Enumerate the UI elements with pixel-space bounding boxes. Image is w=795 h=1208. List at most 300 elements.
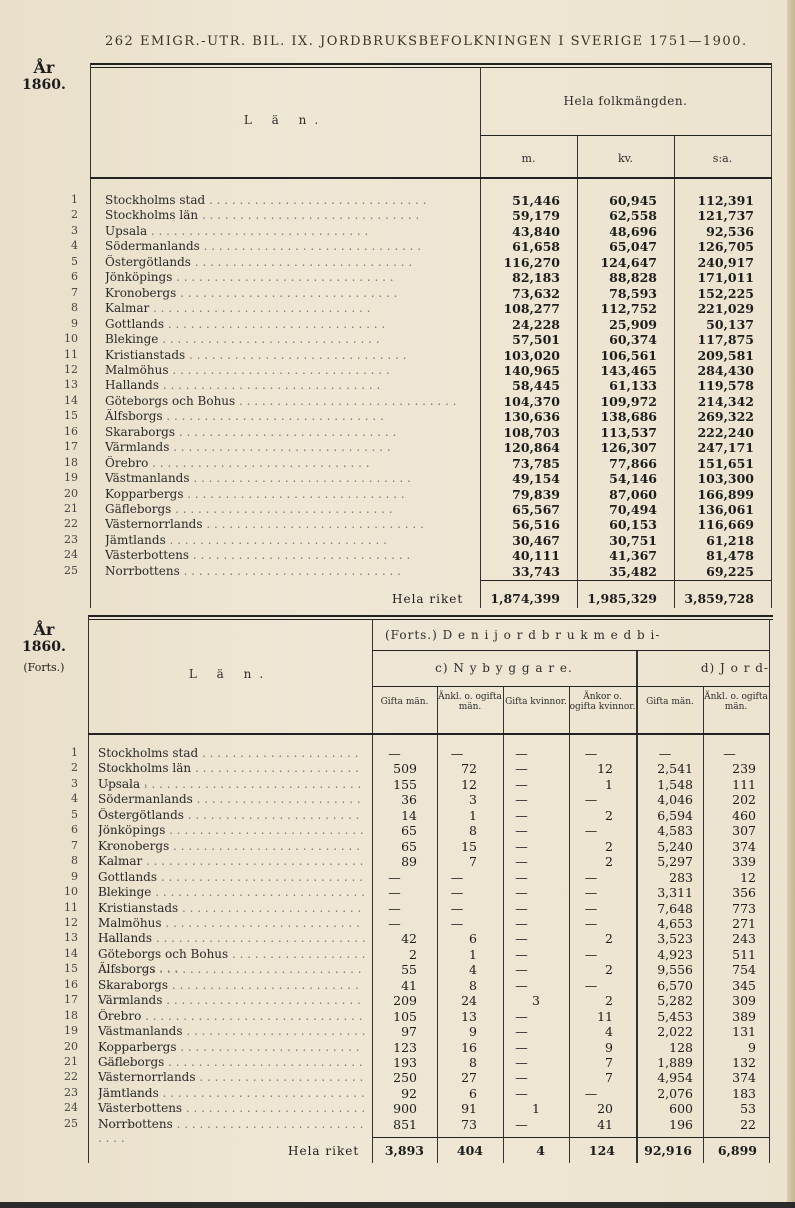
lan-name: Göteborgs och Bohus . . . <box>105 394 475 408</box>
table2-cell-4: — <box>584 900 598 916</box>
table1-col-sa: s:a. <box>712 152 733 165</box>
value-kv: 112,752 <box>600 301 657 317</box>
table2-cell-4: 2 <box>605 993 613 1009</box>
value-kv: 124,647 <box>600 254 657 270</box>
table2-cell-5: 4,954 <box>657 1070 693 1086</box>
table2-cell-4: 12 <box>597 761 613 777</box>
table2-sub-c: c) N y b y g g a r e. <box>435 661 573 675</box>
table2-cell-6: 356 <box>732 885 756 901</box>
value-m: 58,445 <box>512 378 560 394</box>
table2-cell-4: — <box>584 915 598 931</box>
table2-cell-2: 73 <box>461 1116 477 1132</box>
value-kv: 35,482 <box>609 563 657 579</box>
table2-cell-5: 2,076 <box>657 1085 693 1101</box>
table2-cell-4: 9 <box>605 1039 613 1055</box>
table2-cell-5: 1,889 <box>657 1055 693 1070</box>
table2-cell-5: 6,570 <box>657 977 693 993</box>
table2-cell-4: 4 <box>605 1024 613 1040</box>
table2-cell-3: — <box>515 946 528 962</box>
value-kv: 54,146 <box>609 471 657 487</box>
table2-cell-5: 4,923 <box>657 946 693 962</box>
value-m: 103,020 <box>503 347 560 363</box>
page-spine-edge <box>787 0 795 1208</box>
value-sa: 166,899 <box>697 486 754 502</box>
row-number: 13 <box>64 378 78 392</box>
table1-top-rule-thin <box>90 67 772 68</box>
value-m: 130,636 <box>503 409 560 425</box>
row-number: 2 <box>71 761 78 775</box>
lan-name: Skaraborgs . . . <box>98 978 366 1006</box>
table2-cell-1: 2 <box>409 946 417 962</box>
table2-cell-2: 4 <box>469 962 477 978</box>
table2-cell-6: 53 <box>740 1101 756 1117</box>
table2-col-3: Gifta kvinnor. <box>505 697 567 707</box>
row-number: 21 <box>64 502 78 515</box>
table2-sub-rule <box>372 686 769 687</box>
table2-cell-1: 97 <box>401 1024 417 1040</box>
value-m: 40,111 <box>512 548 560 564</box>
row-number: 24 <box>64 548 78 562</box>
row-number: 14 <box>64 946 78 960</box>
row-number: 17 <box>64 993 78 1007</box>
value-m: 82,183 <box>512 270 560 286</box>
table2-total-2: 404 <box>456 1143 483 1158</box>
value-sa: 81,478 <box>706 548 754 564</box>
row-number: 11 <box>64 900 78 914</box>
table2-cell-5: 2,541 <box>657 761 693 777</box>
table2-lan-header: L ä n. <box>188 667 272 681</box>
value-sa: 151,651 <box>697 455 754 471</box>
table2-cell-3: — <box>515 962 528 978</box>
table2-cell-2: 1 <box>469 946 477 962</box>
value-m: 59,179 <box>512 208 560 224</box>
value-m: 73,632 <box>512 285 560 301</box>
lan-name: Blekinge . . . <box>105 332 475 346</box>
value-m: 61,658 <box>512 239 560 255</box>
table2-header-rule <box>88 733 769 735</box>
lan-name: Jönköpings . . . <box>105 270 475 284</box>
table2-cell-1: 193 <box>393 1055 417 1070</box>
table2-cell-2: 15 <box>461 838 477 854</box>
table2-cell-5: 3,311 <box>657 885 693 901</box>
table2-cell-1: 209 <box>393 993 417 1009</box>
row-number: 1 <box>71 193 78 206</box>
table2-cell-1: 509 <box>393 761 417 777</box>
value-kv: 106,561 <box>600 347 657 363</box>
lan-name: Upsala . . . <box>105 224 475 238</box>
table2-cell-1: — <box>388 885 401 901</box>
lan-name: Jämtlands . . . <box>105 533 475 547</box>
table2-cell-2: 24 <box>461 993 477 1009</box>
table2-cell-6: 374 <box>732 1070 756 1086</box>
lan-name: Upsala . . . <box>98 777 366 791</box>
value-sa: 50,137 <box>706 316 754 332</box>
lan-name: Västernorrlands . . . <box>98 1070 366 1098</box>
table1-side-label <box>22 58 66 93</box>
table2-cell-1: 900 <box>393 1101 417 1117</box>
table2-cell-5: 9,556 <box>657 962 693 978</box>
row-number: 21 <box>64 1055 78 1068</box>
row-number: 15 <box>64 962 78 976</box>
row-number: 24 <box>64 1101 78 1115</box>
table2-cell-3: — <box>515 1024 528 1040</box>
row-number: 10 <box>64 332 78 346</box>
value-kv: 143,465 <box>600 362 657 378</box>
value-kv: 70,494 <box>609 502 657 517</box>
row-number: 25 <box>64 1116 78 1130</box>
table2-cell-5: 5,282 <box>657 993 693 1009</box>
table1-header-rule <box>90 177 772 179</box>
table2-cell-5: 5,297 <box>657 854 693 870</box>
value-m: 79,839 <box>512 486 560 502</box>
lan-name: Kristianstads . . . <box>98 901 366 929</box>
table2-cell-2: 27 <box>461 1070 477 1086</box>
table2-cell-1: 105 <box>393 1008 417 1024</box>
table2-cell-4: — <box>584 792 598 808</box>
value-kv: 77,866 <box>609 455 657 471</box>
table2-total-label: Hela riket <box>288 1144 360 1158</box>
lan-name: Stockholms län . . . <box>105 208 475 222</box>
table1-total-m: 1,874,399 <box>490 591 560 606</box>
table2-cell-3: — <box>515 807 528 823</box>
lan-name: Skaraborgs . . . <box>105 425 475 439</box>
value-sa: 152,225 <box>697 285 754 301</box>
table2-cell-1: — <box>388 900 401 916</box>
table2-cell-2: 6 <box>469 931 477 947</box>
value-kv: 113,537 <box>600 424 657 440</box>
table1-top-rule <box>90 63 772 65</box>
value-sa: 116,669 <box>697 517 754 533</box>
table2-cell-3: — <box>515 900 528 916</box>
lan-name: Blekinge . . . <box>98 885 366 913</box>
lan-name: Malmöhus . . . <box>105 363 475 377</box>
table2-cell-4: 2 <box>605 838 613 854</box>
table2-cell-4: 20 <box>597 1101 613 1117</box>
value-m: 108,703 <box>503 424 560 440</box>
table2-cell-5: 2,022 <box>657 1024 693 1040</box>
table2-cell-1: 42 <box>401 931 417 947</box>
table2-cell-2: 8 <box>469 823 477 839</box>
lan-name: Östergötlands . . . <box>98 808 366 836</box>
row-number: 19 <box>64 471 78 485</box>
table1-group-header: Hela folkmängden. <box>563 94 688 108</box>
table2-cell-5: 283 <box>669 869 693 885</box>
value-m: 30,467 <box>512 532 560 548</box>
table1-lan-header: L ä n. <box>243 113 327 127</box>
table2-cell-6: 339 <box>732 854 756 870</box>
table2-cell-2: 91 <box>461 1101 477 1117</box>
table2-cell-5: 600 <box>669 1101 693 1117</box>
row-number: 13 <box>64 931 78 945</box>
table2-sub-d: d) J o r d- <box>700 661 769 675</box>
lan-name: Gäfleborgs . . . <box>98 1055 366 1083</box>
row-number: 20 <box>64 1039 78 1053</box>
value-kv: 25,909 <box>609 316 657 332</box>
value-m: 104,370 <box>503 393 560 409</box>
value-m: 73,785 <box>512 455 560 471</box>
table1-subheader-rule <box>480 135 771 136</box>
table2-cell-3: — <box>515 1116 528 1132</box>
table2-cell-2: 13 <box>461 1008 477 1024</box>
table2-cell-5: 128 <box>669 1039 693 1055</box>
row-number: 18 <box>64 1008 78 1022</box>
lan-name: Göteborgs och Bohus . . . <box>98 947 366 975</box>
table2-cell-4: — <box>584 946 598 962</box>
table2-cell-3: — <box>515 1055 528 1070</box>
value-m: 140,965 <box>503 362 560 378</box>
value-sa: 126,705 <box>697 239 754 255</box>
lan-name: Södermanlands . . . <box>98 792 366 820</box>
lan-name: Östergötlands . . . <box>105 255 475 269</box>
row-number: 20 <box>64 486 78 500</box>
table2-cell-2: 7 <box>469 854 477 870</box>
row-number: 18 <box>64 455 78 469</box>
value-kv: 41,367 <box>609 548 657 564</box>
table2-cell-1: 92 <box>401 1085 417 1101</box>
forts-label: (Forts.) <box>23 661 65 674</box>
table2-cell-3: — <box>515 854 528 870</box>
table2-col-5: Gifta män. <box>646 697 694 707</box>
table2-cell-1: — <box>388 869 401 885</box>
table2-cell-3: — <box>515 746 528 761</box>
value-m: 33,743 <box>512 563 560 579</box>
table1-left-border <box>90 63 91 608</box>
value-sa: 171,011 <box>697 270 754 286</box>
table2-cell-5: 1,548 <box>657 776 693 792</box>
row-number: 12 <box>64 915 78 929</box>
lan-name: Malmöhus . . . <box>98 916 366 944</box>
ar-label-2: År <box>33 620 55 639</box>
row-number: 7 <box>71 838 78 852</box>
value-m: 108,277 <box>503 301 560 317</box>
value-sa: 222,240 <box>697 424 754 440</box>
table2-side-label <box>22 620 66 674</box>
table2-cell-3: — <box>515 977 528 993</box>
table2-cell-2: 9 <box>469 1024 477 1040</box>
table2-cell-1: — <box>388 746 401 761</box>
table2-cell-5: 4,046 <box>657 792 693 808</box>
row-number: 11 <box>64 347 78 361</box>
lan-name: Norrbottens . . . <box>105 564 475 578</box>
table2-top-rule <box>88 615 773 617</box>
lan-name: Jönköpings . . . <box>98 823 366 851</box>
row-number: 5 <box>71 807 78 821</box>
table2-group-rule <box>372 650 769 651</box>
table2-cell-3: — <box>515 823 528 839</box>
table2-cell-3: — <box>515 1070 528 1086</box>
running-title: 262 EMIGR.-UTR. BIL. IX. JORDBRUKSBEFOLKNINGEN I SVERIGE 1751—1900. <box>105 34 748 49</box>
lan-name: Kristianstads . . . <box>105 348 475 362</box>
row-number: 10 <box>64 885 78 899</box>
table2-cell-5: 7,648 <box>657 900 693 916</box>
row-number: 16 <box>64 977 78 991</box>
row-number: 15 <box>64 409 78 423</box>
lan-name: Stockholms stad . . . <box>98 746 366 774</box>
table2-cell-1: 55 <box>401 962 417 978</box>
table2-cell-3: — <box>515 931 528 947</box>
lan-name: Kronobergs . . . <box>105 286 475 300</box>
value-kv: 62,558 <box>609 208 657 224</box>
value-sa: 61,218 <box>706 532 754 548</box>
lan-name: Hallands . . . <box>105 378 475 392</box>
row-number: 7 <box>71 285 78 299</box>
table2-col-6: Änkl. o. ogifta män. <box>704 692 768 712</box>
table2-cell-6: 243 <box>732 931 756 947</box>
lan-name: Kopparbergs . . . <box>98 1040 366 1068</box>
table2-cell-6: 271 <box>732 915 756 931</box>
table2-cell-1: 14 <box>401 807 417 823</box>
row-number: 23 <box>64 532 78 546</box>
lan-name: Gottlands . . . <box>105 317 475 331</box>
table2-cell-4: 7 <box>605 1055 613 1070</box>
table2-group-header: (Forts.) D e n i j o r d b r u k m e d b i- <box>385 628 661 642</box>
table2-cell-2: 12 <box>461 776 477 792</box>
lan-name: Västernorrlands . . . <box>105 517 475 531</box>
table2-cell-4: — <box>584 823 598 839</box>
table2-total-1: 3,893 <box>384 1143 424 1158</box>
lan-name: Västmanlands . . . <box>98 1024 366 1052</box>
value-m: 49,154 <box>512 471 560 487</box>
table1-col-kv: kv. <box>617 152 634 165</box>
table2-cell-6: 22 <box>740 1116 756 1132</box>
value-sa: 92,536 <box>706 223 754 239</box>
value-sa: 284,430 <box>697 362 754 378</box>
value-sa: 240,917 <box>697 254 754 270</box>
table2-cell-4: 7 <box>605 1070 613 1086</box>
value-kv: 126,307 <box>600 440 657 456</box>
lan-name: Norrbottens . . . <box>98 1117 366 1145</box>
table2-top-rule-thin <box>88 619 773 620</box>
table2-cell-3: — <box>515 761 528 777</box>
table2-cell-4: 2 <box>605 807 613 823</box>
table2-cell-6: 131 <box>732 1024 756 1040</box>
value-sa: 69,225 <box>706 563 754 579</box>
table2-cell-6: 773 <box>732 900 756 916</box>
table2-cell-4: 2 <box>605 931 613 947</box>
value-kv: 60,945 <box>609 193 657 208</box>
table2-cell-3: 1 <box>532 1101 540 1117</box>
table2-cell-5: 4,653 <box>657 915 693 931</box>
value-kv: 60,153 <box>609 517 657 533</box>
table1-col-m: m. <box>521 152 536 165</box>
table2-cell-6: 307 <box>732 823 756 839</box>
table2-cell-5: 5,240 <box>657 838 693 854</box>
value-kv: 60,374 <box>609 332 657 348</box>
value-m: 24,228 <box>512 316 560 332</box>
row-number: 19 <box>64 1024 78 1038</box>
lan-name: Gottlands . . . <box>98 870 366 898</box>
table2-cell-1: 65 <box>401 838 417 854</box>
row-number: 2 <box>71 208 78 222</box>
value-kv: 78,593 <box>609 285 657 301</box>
table2-cell-5: — <box>658 746 672 761</box>
table2-cell-3: — <box>515 1008 528 1024</box>
table2-cell-3: — <box>515 915 528 931</box>
table2-cell-6: 460 <box>732 807 756 823</box>
table2-cell-2: 72 <box>461 761 477 777</box>
lan-name: Örebro . . . <box>105 456 475 470</box>
row-number: 3 <box>71 776 78 790</box>
table2-cell-1: 155 <box>393 776 417 792</box>
table2-cell-6: 202 <box>732 792 756 808</box>
value-sa: 112,391 <box>697 193 754 208</box>
table2-cell-4: 2 <box>605 962 613 978</box>
lan-name: Stockholms län . . . <box>98 761 366 789</box>
value-kv: 88,828 <box>609 270 657 286</box>
table2-cell-4: — <box>584 977 598 993</box>
table1-total-sa: 3,859,728 <box>684 591 754 606</box>
table2-cell-3: 3 <box>532 993 540 1009</box>
table2-cell-3: — <box>515 1039 528 1055</box>
table2-cell-2: 16 <box>461 1039 477 1055</box>
value-sa: 209,581 <box>697 347 754 363</box>
value-sa: 136,061 <box>697 502 754 517</box>
row-number: 6 <box>71 823 78 837</box>
row-number: 17 <box>64 440 78 454</box>
row-number: 4 <box>71 792 78 806</box>
table2-cell-6: 12 <box>740 869 756 885</box>
value-m: 56,516 <box>512 517 560 533</box>
table2-cell-6: — <box>723 746 736 761</box>
table2-cell-6: 374 <box>732 838 756 854</box>
table2-cell-5: 4,583 <box>657 823 693 839</box>
value-kv: 61,133 <box>609 378 657 394</box>
table2-cell-1: 123 <box>393 1039 417 1055</box>
lan-name: Södermanlands . . . <box>105 239 475 253</box>
row-number: 6 <box>71 270 78 284</box>
table1-total-label: Hela riket <box>392 592 464 606</box>
table2-col-2: Änkl. o. ogifta män. <box>438 692 502 712</box>
table2-cell-4: 11 <box>597 1008 613 1024</box>
table2-cell-1: 250 <box>393 1070 417 1086</box>
table2-cell-4: — <box>584 1085 598 1101</box>
table2-cell-2: 3 <box>469 792 477 808</box>
row-number: 16 <box>64 424 78 438</box>
table2-cell-2: 1 <box>469 807 477 823</box>
table2-cell-1: 41 <box>401 977 417 993</box>
row-number: 5 <box>71 254 78 268</box>
row-number: 3 <box>71 223 78 237</box>
row-number: 14 <box>64 393 78 407</box>
table2-cell-2: — <box>450 900 464 916</box>
table2-cell-6: 754 <box>732 962 756 978</box>
table2-total-rule <box>372 1137 769 1138</box>
value-m: 120,864 <box>503 440 560 456</box>
value-sa: 221,029 <box>697 301 754 317</box>
lan-name: Älfsborgs . . . <box>105 409 475 423</box>
table2-cell-1: 851 <box>393 1116 417 1132</box>
table2-cell-3: — <box>515 838 528 854</box>
table1-right-border <box>771 63 772 608</box>
lan-name: Västerbottens . . . <box>105 548 475 562</box>
value-m: 57,501 <box>512 332 560 348</box>
table2-total-4: 124 <box>588 1143 615 1158</box>
table2-cell-6: 183 <box>732 1085 756 1101</box>
value-sa: 121,737 <box>697 208 754 224</box>
table2-cell-3: — <box>515 869 528 885</box>
lan-name: Gäfleborgs . . . <box>105 502 475 516</box>
table2-cell-6: 309 <box>732 993 756 1009</box>
row-number: 22 <box>64 517 78 531</box>
lan-name: Värmlands . . . <box>105 440 475 454</box>
table2-cell-4: 41 <box>597 1116 613 1132</box>
value-m: 116,270 <box>503 254 560 270</box>
value-sa: 117,875 <box>697 332 754 348</box>
lan-name: Kopparbergs . . . <box>105 487 475 501</box>
value-kv: 138,686 <box>600 409 657 425</box>
table2-cell-3: — <box>515 885 528 901</box>
value-kv: 48,696 <box>609 223 657 239</box>
